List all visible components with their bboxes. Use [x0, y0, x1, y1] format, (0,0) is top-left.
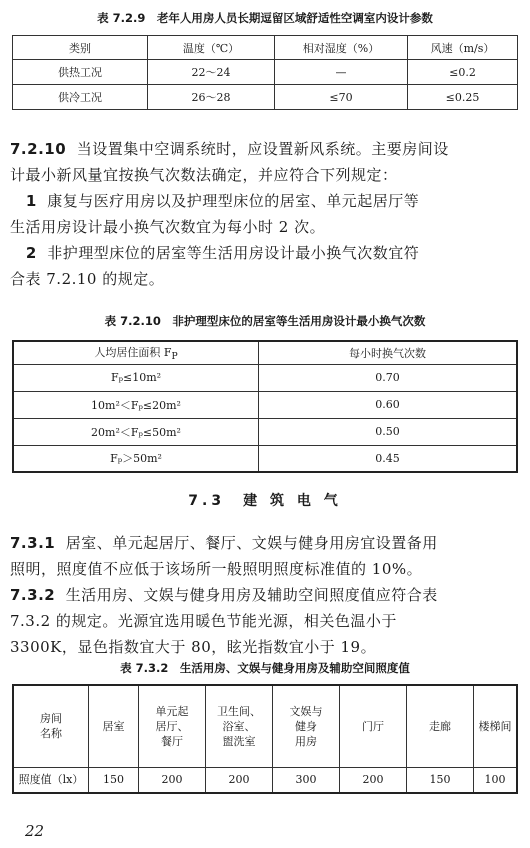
table-header: 门厅 [340, 685, 407, 767]
table-cell: 200 [206, 767, 273, 793]
header-line: 餐厅 [161, 734, 183, 748]
clause-text: 当设置集中空调系统时，应设置新风系统。主要房间设 [76, 140, 449, 158]
header-line: 盥洗室 [222, 734, 256, 748]
table-cell: 0.45 [259, 445, 518, 472]
clause-text: 生活用房、文娱与健身用房及辅助空间照度值应符合表 [65, 586, 438, 604]
clause-item-2 [10, 240, 520, 292]
item-text: 合表 7.2.10 的规定。 [10, 270, 165, 288]
clause-text: 计最小新风量宜按换气次数法确定，并应符合下列规定： [10, 166, 398, 184]
table-cell: ≤0.25 [408, 85, 518, 110]
table-header-text: 人均居住面积 F [94, 345, 172, 359]
item-number: 1 [25, 192, 37, 210]
table-cell: ≤0.2 [408, 60, 518, 85]
table-header-subscript: P [171, 350, 178, 362]
table-cell: 100 [474, 767, 518, 793]
clause-number: 7.3.1 [10, 534, 56, 552]
table-7-3-2-caption: 表 7.3.2 生活用房、文娱与健身用房及辅助空间照度值 [120, 661, 410, 675]
table-cell: 300 [273, 767, 340, 793]
table-cell: ≤70 [275, 85, 408, 110]
header-line: 用房 [295, 734, 317, 748]
header-line: 卫生间、 [217, 704, 261, 718]
table-cell: Fₚ＞50m² [13, 445, 259, 472]
table-7-2-10-caption: 表 7.2.10 非护理型床位的居室等生活用房设计最小换气次数 [104, 314, 426, 328]
clause-7-3-1 [10, 530, 520, 582]
item-text: 康复与医疗用房以及护理型床位的居室、单元起居厅等 [47, 192, 420, 210]
header-line: 名称 [40, 727, 62, 741]
table-cell: 200 [340, 767, 407, 793]
table-7-2-9 [12, 35, 518, 110]
clause-text: 7.3.2 的规定。光源宜选用暖色节能光源，相关色温小于 [10, 612, 397, 630]
table-cell: 照度值（lx） [13, 767, 89, 793]
table-cell: Fₚ≤10m² [13, 364, 259, 391]
clause-number: 7.3.2 [10, 586, 56, 604]
table-header: 走廊 [407, 685, 474, 767]
table-cell: 10m²＜Fₚ≤20m² [13, 391, 259, 418]
table-header [139, 685, 206, 767]
table-7-2-9-caption: 表 7.2.9 老年人用房人员长期逗留区域舒适性空调室内设计参数 [97, 11, 433, 25]
table-header: 每小时换气次数 [259, 341, 518, 364]
table-header [13, 341, 259, 364]
clause-text: 居室、单元起居厅、餐厅、文娱与健身用房宜设置备用 [65, 534, 438, 552]
table-cell: 150 [407, 767, 474, 793]
clause-item-1 [10, 188, 520, 240]
table-cell: 0.60 [259, 391, 518, 418]
table-cell: 0.50 [259, 418, 518, 445]
table-header: 居室 [89, 685, 139, 767]
table-header [206, 685, 273, 767]
clause-text: 3300K，显色指数宜大于 80，眩光指数宜小于 19。 [10, 638, 377, 656]
item-text: 生活用房设计最小换气次数宜为每小时 2 次。 [10, 218, 326, 236]
item-number: 2 [25, 244, 37, 262]
table-cell: 供热工况 [13, 60, 148, 85]
header-line: 居厅、 [155, 719, 189, 733]
header-line: 浴室、 [222, 719, 256, 733]
table-cell: 0.70 [259, 364, 518, 391]
table-7-2-10 [12, 340, 518, 473]
page-number: 22 [25, 822, 45, 840]
table-cell: 26～28 [148, 85, 275, 110]
table-header: 相对湿度（%） [275, 36, 408, 60]
table-header: 风速（m/s） [408, 36, 518, 60]
table-cell: 22～24 [148, 60, 275, 85]
table-header: 类别 [13, 36, 148, 60]
table-header [13, 685, 89, 767]
table-cell: 供冷工况 [13, 85, 148, 110]
table-header: 温度（℃） [148, 36, 275, 60]
clause-text: 照明，照度值不应低于该场所一般照明照度标准值的 10%。 [10, 560, 423, 578]
header-line: 房间 [40, 712, 62, 726]
item-text: 非护理型床位的居室等生活用房设计最小换气次数宜符 [47, 244, 420, 262]
table-cell: 20m²＜Fₚ≤50m² [13, 418, 259, 445]
header-line: 文娱与 [289, 704, 323, 718]
header-line: 健身 [295, 719, 317, 733]
table-header: 楼梯间 [474, 685, 518, 767]
clause-7-2-10 [10, 136, 520, 188]
header-line: 单元起 [155, 704, 189, 718]
table-cell: 200 [139, 767, 206, 793]
section-title: 7.3 建 筑 电 气 [188, 493, 342, 509]
table-header [273, 685, 340, 767]
table-cell: 150 [89, 767, 139, 793]
clause-7-3-2 [10, 582, 520, 660]
table-7-3-2 [12, 684, 518, 794]
table-cell: — [275, 60, 408, 85]
clause-number: 7.2.10 [10, 140, 67, 158]
